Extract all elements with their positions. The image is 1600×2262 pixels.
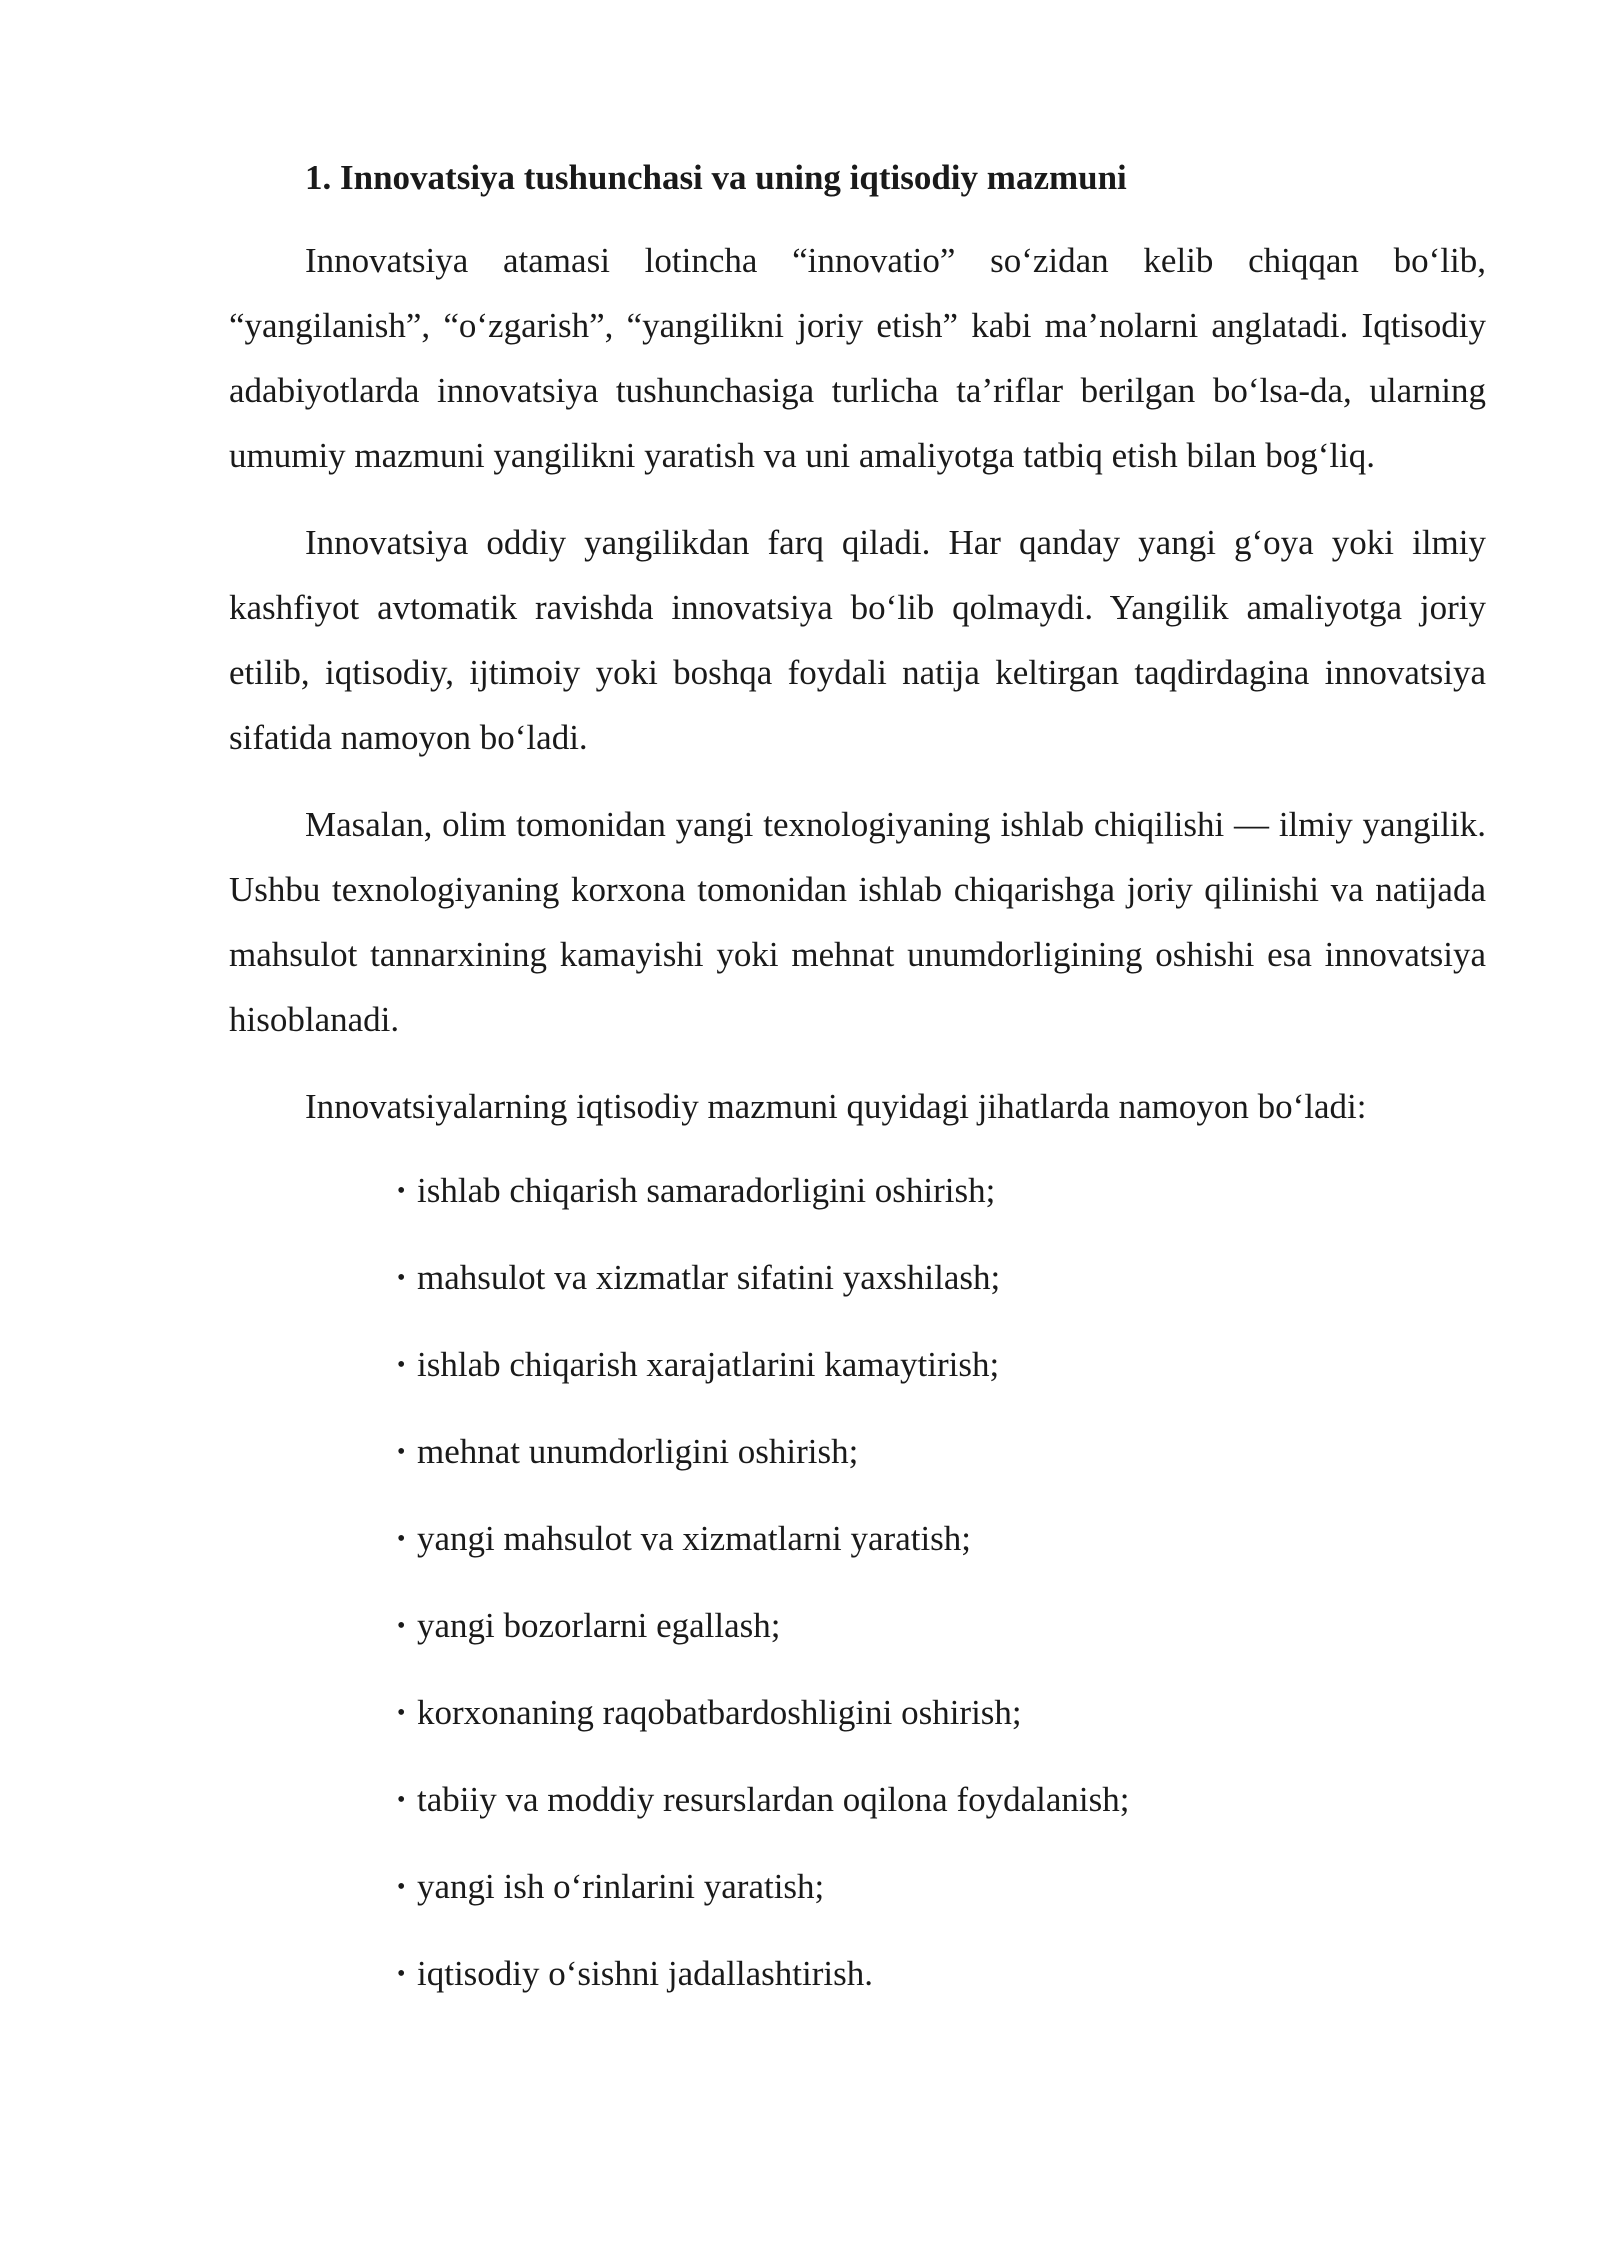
list-item bbox=[397, 1857, 1486, 1917]
bullet-icon: • bbox=[397, 1526, 406, 1552]
list-item-text: tabiiy va moddiy resurslardan oqilona foydalanish; bbox=[417, 1780, 1130, 1819]
list-item-text: mahsulot va xizmatlar sifatini yaxshilash; bbox=[417, 1258, 1001, 1297]
list-item bbox=[397, 1683, 1486, 1743]
bullet-icon: • bbox=[397, 1178, 406, 1204]
list-item-text: mehnat unumdorligini oshirish; bbox=[417, 1432, 859, 1471]
document-page bbox=[229, 148, 1486, 2031]
paragraph-example: Masalan, olim tomonidan yangi texnologiyaning ishlab chiqilishi — ilmiy yangilik. Ushbu texnologiyaning korxona tomonidan ishlab chiqarishga joriy qilinishi va natijada mahsulot tannarxining kamayishi yoki mehnat unumdorligining oshishi esa innovatsiya hisoblanadi. bbox=[229, 805, 1486, 1039]
list-item bbox=[397, 1335, 1486, 1395]
list-item-text: yangi mahsulot va xizmatlarni yaratish; bbox=[417, 1519, 972, 1558]
list-item bbox=[397, 1944, 1486, 2004]
bullet-icon: • bbox=[397, 1265, 406, 1291]
list-item bbox=[397, 1248, 1486, 1308]
list-item bbox=[397, 1770, 1486, 1830]
section-heading: 1. Innovatsiya tushunchasi va uning iqtisodiy mazmuni bbox=[305, 158, 1127, 197]
bullet-icon: • bbox=[397, 1700, 406, 1726]
list-item-text: iqtisodiy o‘sishni jadallashtirish. bbox=[417, 1954, 873, 1993]
bullet-icon: • bbox=[397, 1613, 406, 1639]
bullet-icon: • bbox=[397, 1961, 406, 1987]
paragraph-distinction: Innovatsiya oddiy yangilikdan farq qiladi. Har qanday yangi g‘oya yoki ilmiy kashfiyot avtomatik ravishda innovatsiya bo‘lib qolmaydi. Yangilik amaliyotga joriy etilib, iqtisodiy, ijtimoiy yoki boshqa foydali natija keltirgan taqdirdagina innovatsiya sifatida namoyon bo‘ladi. bbox=[229, 523, 1486, 757]
list-item-text: ishlab chiqarish xarajatlarini kamaytirish; bbox=[417, 1345, 1000, 1384]
paragraph-definition: Innovatsiya atamasi lotincha “innovatio” so‘zidan kelib chiqqan bo‘lib, “yangilanish”, “o‘zgarish”, “yangilikni joriy etish” kabi ma’nolarni anglatadi. Iqtisodiy adabiyotlarda innovatsiya tushunchasiga turlicha ta’riflar berilgan bo‘lsa-da, ularning umumiy mazmuni yangilikni yaratish va uni amaliyotga tatbiq etish bilan bog‘liq. bbox=[229, 241, 1486, 475]
list-item bbox=[397, 1422, 1486, 1482]
list-intro: Innovatsiyalarning iqtisodiy mazmuni quyidagi jihatlarda namoyon bo‘ladi: bbox=[305, 1087, 1367, 1126]
list-item-text: korxonaning raqobatbardoshligini oshirish; bbox=[417, 1693, 1022, 1732]
bullet-icon: • bbox=[397, 1439, 406, 1465]
bullet-icon: • bbox=[397, 1874, 406, 1900]
list-item-text: yangi ish o‘rinlarini yaratish; bbox=[417, 1867, 825, 1906]
list-item-text: yangi bozorlarni egallash; bbox=[417, 1606, 781, 1645]
list-item bbox=[397, 1509, 1486, 1569]
economic-aspects-list bbox=[229, 1161, 1486, 2004]
list-item-text: ishlab chiqarish samaradorligini oshirish; bbox=[417, 1171, 996, 1210]
bullet-icon: • bbox=[397, 1787, 406, 1813]
list-item bbox=[397, 1161, 1486, 1221]
list-item bbox=[397, 1596, 1486, 1656]
bullet-icon: • bbox=[397, 1352, 406, 1378]
